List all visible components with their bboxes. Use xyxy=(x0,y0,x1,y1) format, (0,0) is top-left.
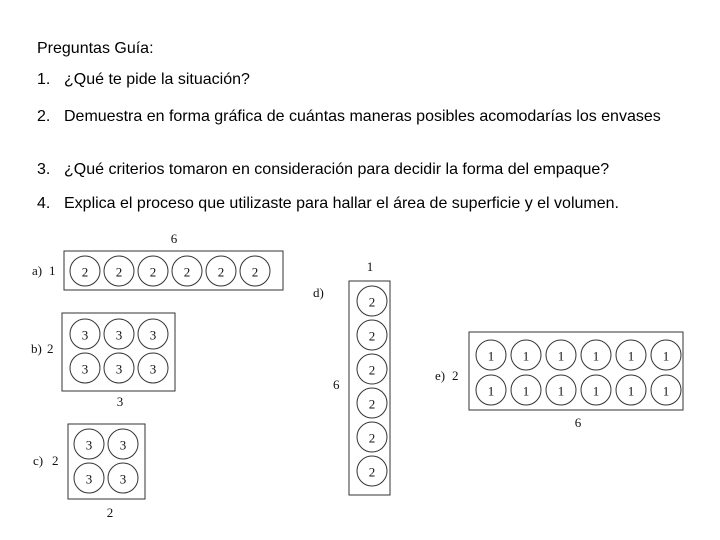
figure-e-cols: 6 xyxy=(574,415,582,430)
container-label: 2 xyxy=(368,294,376,310)
figure-e-label: e) xyxy=(435,368,446,383)
figure-c-cols: 2 xyxy=(106,505,114,520)
figure-c xyxy=(33,424,145,520)
figure-d-cols: 1 xyxy=(366,259,374,274)
figure-a xyxy=(32,231,283,290)
figure-b-rows: 2 xyxy=(47,341,54,356)
container-label: 1 xyxy=(487,348,495,364)
container-label: 3 xyxy=(149,327,157,343)
question-number: 1. xyxy=(37,71,51,88)
container-label: 1 xyxy=(627,348,635,364)
question-number: 2. xyxy=(37,108,51,125)
container-label: 2 xyxy=(368,430,376,446)
question-text: ¿Qué criterios tomaron en consideración para decidir la forma del empaque? xyxy=(64,161,610,178)
question-number: 3. xyxy=(37,161,51,178)
guide-heading: Preguntas Guía: xyxy=(37,40,154,57)
container-label: 1 xyxy=(662,348,670,364)
container-label: 1 xyxy=(592,348,600,364)
figure-c-label: c) xyxy=(33,453,44,468)
container-label: 2 xyxy=(149,264,157,280)
container-label: 1 xyxy=(662,383,670,399)
container-label: 1 xyxy=(522,383,530,399)
figure-d-rows: 6 xyxy=(333,377,340,392)
figure-c-rows: 2 xyxy=(52,453,59,468)
figure-a-rows: 1 xyxy=(49,263,56,278)
figure-b-label: b) xyxy=(31,341,42,356)
container-label: 3 xyxy=(85,471,93,487)
container-label: 1 xyxy=(592,383,600,399)
container-label: 2 xyxy=(368,464,376,480)
container-label: 3 xyxy=(115,327,123,343)
question-text: Demuestra en forma gráfica de cuántas maneras posibles acomodarías los envases xyxy=(64,108,661,125)
container-label: 2 xyxy=(251,264,259,280)
container-label: 2 xyxy=(115,264,123,280)
container-label: 2 xyxy=(368,328,376,344)
figure-b-box xyxy=(62,313,175,391)
figure-e-rows: 2 xyxy=(452,368,459,383)
figure-a-label: a) xyxy=(32,263,43,278)
container-label: 2 xyxy=(368,362,376,378)
container-label: 3 xyxy=(149,361,157,377)
container-label: 3 xyxy=(115,361,123,377)
figure-b xyxy=(31,313,175,409)
figure-d-label: d) xyxy=(313,285,324,300)
container-label: 3 xyxy=(119,437,127,453)
figure-c-box xyxy=(68,424,145,499)
container-label: 1 xyxy=(627,383,635,399)
container-label: 1 xyxy=(557,348,565,364)
figure-a-cols: 6 xyxy=(170,231,178,246)
container-label: 3 xyxy=(119,471,127,487)
container-label: 3 xyxy=(81,361,89,377)
container-label: 2 xyxy=(368,396,376,412)
question-text: Explica el proceso que utilizaste para hallar el área de superficie y el volumen. xyxy=(64,195,619,212)
container-label: 3 xyxy=(85,437,93,453)
figure-d xyxy=(313,259,390,495)
container-label: 2 xyxy=(183,264,191,280)
figure-b-cols: 3 xyxy=(116,394,124,409)
container-label: 1 xyxy=(557,383,565,399)
container-label: 3 xyxy=(81,327,89,343)
question-number: 4. xyxy=(37,195,51,212)
figure-e xyxy=(435,332,683,430)
container-label: 1 xyxy=(522,348,530,364)
container-label: 1 xyxy=(487,383,495,399)
container-label: 2 xyxy=(217,264,225,280)
container-label: 2 xyxy=(81,264,89,280)
question-text: ¿Qué te pide la situación? xyxy=(64,71,250,88)
